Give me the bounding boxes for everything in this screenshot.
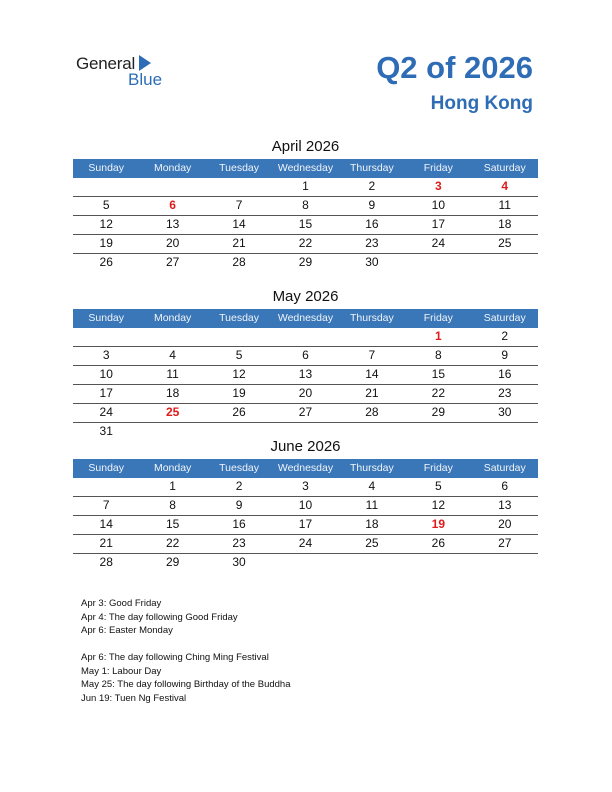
day-cell: 2 (501, 329, 509, 343)
day-cell: 10 (431, 198, 445, 212)
week-row (73, 347, 538, 366)
day-cell: 26 (232, 405, 246, 419)
day-cell: 9 (235, 498, 243, 512)
empty-day-cell (73, 328, 139, 346)
holiday-note: Apr 6: The day following Ching Ming Festival (81, 652, 269, 663)
day-cell: 23 (365, 236, 379, 250)
day-cell: 27 (498, 536, 512, 550)
empty-day-cell (472, 554, 538, 572)
day-cell: 13 (165, 217, 180, 231)
day-cell: 23 (232, 536, 246, 550)
day-cell: 17 (431, 217, 445, 231)
day-cell: 4 (368, 479, 376, 493)
holiday-note: Apr 3: Good Friday (81, 598, 162, 609)
weekday-label: Tuesday (219, 312, 259, 324)
day-cell: 6 (302, 348, 309, 362)
day-cell: 31 (99, 424, 113, 438)
day-cell: 5 (102, 198, 110, 212)
weekday-label: Tuesday (219, 162, 259, 174)
day-cell: 13 (298, 367, 313, 381)
holiday-note: May 25: The day following Birthday of the Buddha (81, 679, 291, 690)
empty-day-cell (272, 554, 338, 572)
empty-day-cell (272, 328, 338, 346)
weekday-label: Thursday (350, 162, 394, 174)
day-cell: 1 (169, 479, 176, 493)
weekday-label: Saturday (483, 162, 526, 174)
day-cell: 9 (368, 198, 376, 212)
day-cell: 2 (235, 479, 243, 493)
day-cell: 4 (501, 179, 509, 193)
day-cell: 21 (99, 536, 113, 550)
day-cell: 19 (431, 517, 445, 531)
day-cell: 1 (302, 179, 309, 193)
empty-day-cell (73, 478, 139, 496)
day-cell: 6 (501, 479, 509, 493)
day-cell: 22 (431, 386, 445, 400)
weekday-label: Wednesday (277, 162, 334, 174)
day-cell: 8 (434, 348, 442, 362)
week-row (73, 497, 538, 516)
page-title: Q2 of 2026 (376, 50, 533, 85)
empty-day-cell (139, 328, 205, 346)
day-cell: 16 (498, 367, 512, 381)
day-cell: 26 (431, 536, 445, 550)
holiday-note: May 1: Labour Day (81, 665, 162, 677)
week-row (73, 178, 538, 197)
day-cell: 9 (501, 348, 509, 362)
day-cell: 4 (169, 348, 176, 362)
day-cell: 26 (99, 255, 113, 269)
empty-day-cell (339, 328, 405, 346)
day-cell: 10 (298, 498, 313, 512)
day-cell: 25 (498, 236, 512, 250)
day-cell: 24 (298, 536, 313, 550)
week-row (73, 516, 538, 535)
day-cell: 29 (165, 555, 180, 569)
day-cell: 30 (365, 255, 379, 269)
weekday-header-row (73, 159, 538, 178)
day-cell: 16 (365, 217, 379, 231)
day-cell: 1 (434, 329, 442, 343)
logo-text-blue: Blue (128, 70, 163, 89)
month-title: April 2026 (271, 138, 340, 155)
day-cell: 7 (368, 348, 376, 362)
day-cell: 15 (298, 217, 313, 231)
weekday-label: Thursday (350, 312, 394, 324)
weekday-header-row (73, 459, 538, 478)
holiday-notes (81, 597, 238, 638)
logo-flag-icon (139, 55, 151, 71)
day-cell: 21 (232, 236, 246, 250)
month-title: June 2026 (270, 438, 341, 455)
weekday-header-row (73, 309, 538, 328)
month-calendar (73, 287, 538, 441)
month-title: May 2026 (272, 288, 339, 305)
month-calendar (73, 437, 538, 572)
holiday-note: Apr 4: The day following Good Friday (81, 611, 238, 623)
week-row (73, 254, 538, 272)
weekday-label: Saturday (483, 312, 526, 324)
day-cell: 30 (232, 555, 246, 569)
day-cell: 24 (99, 405, 113, 419)
day-cell: 3 (434, 179, 442, 193)
empty-day-cell (139, 178, 205, 196)
day-cell: 5 (434, 479, 442, 493)
weekday-label: Monday (153, 162, 192, 174)
logo-text-general: General (76, 54, 136, 73)
holiday-note: Apr 6: Easter Monday (81, 625, 173, 636)
weekday-label: Sunday (88, 162, 125, 174)
day-cell: 3 (102, 348, 110, 362)
weekday-label: Friday (423, 162, 453, 174)
weekday-label: Sunday (88, 312, 125, 324)
day-cell: 28 (99, 555, 113, 569)
holiday-note: Jun 19: Tuen Ng Festival (81, 692, 187, 704)
empty-day-cell (339, 554, 405, 572)
empty-day-cell (405, 254, 471, 272)
day-cell: 22 (298, 236, 313, 250)
empty-day-cell (206, 178, 272, 196)
day-cell: 11 (166, 367, 179, 381)
day-cell: 20 (298, 386, 313, 400)
day-cell: 18 (365, 517, 379, 531)
day-cell: 3 (302, 479, 309, 493)
empty-day-cell (206, 328, 272, 346)
week-row (73, 404, 538, 423)
day-cell: 13 (498, 498, 512, 512)
weekday-label: Wednesday (277, 462, 334, 474)
weekday-label: Saturday (483, 462, 526, 474)
empty-day-cell (405, 554, 471, 572)
week-row (73, 235, 538, 254)
weekday-label: Thursday (350, 462, 394, 474)
week-row (73, 535, 538, 554)
day-cell: 18 (498, 217, 512, 231)
day-cell: 25 (165, 405, 180, 419)
week-row (73, 197, 538, 216)
day-cell: 24 (431, 236, 445, 250)
day-cell: 11 (498, 198, 511, 212)
weekday-label: Monday (153, 312, 192, 324)
day-cell: 14 (365, 367, 379, 381)
day-cell: 29 (298, 255, 313, 269)
day-cell: 6 (169, 198, 176, 212)
day-cell: 30 (498, 405, 512, 419)
week-row (73, 216, 538, 235)
day-cell: 11 (365, 498, 379, 512)
day-cell: 15 (431, 367, 445, 381)
week-row (73, 554, 538, 572)
day-cell: 12 (232, 367, 246, 381)
empty-day-cell (472, 254, 538, 272)
day-cell: 12 (431, 498, 445, 512)
day-cell: 20 (165, 236, 180, 250)
week-row (73, 478, 538, 497)
day-cell: 29 (431, 405, 445, 419)
day-cell: 18 (165, 386, 180, 400)
day-cell: 16 (232, 517, 246, 531)
day-cell: 19 (99, 236, 113, 250)
day-cell: 17 (99, 386, 113, 400)
day-cell: 19 (232, 386, 246, 400)
empty-day-cell (73, 178, 139, 196)
day-cell: 25 (365, 536, 379, 550)
day-cell: 21 (365, 386, 379, 400)
week-row (73, 328, 538, 347)
day-cell: 2 (368, 179, 376, 193)
day-cell: 12 (99, 217, 113, 231)
day-cell: 15 (165, 517, 180, 531)
weekday-label: Tuesday (219, 462, 259, 474)
day-cell: 14 (232, 217, 246, 231)
day-cell: 5 (235, 348, 243, 362)
week-row (73, 366, 538, 385)
weekday-label: Friday (423, 312, 453, 324)
day-cell: 28 (365, 405, 379, 419)
day-cell: 23 (498, 386, 512, 400)
weekday-label: Wednesday (277, 312, 334, 324)
weekday-label: Friday (423, 462, 453, 474)
day-cell: 28 (232, 255, 246, 269)
day-cell: 27 (298, 405, 313, 419)
month-calendar (73, 137, 538, 272)
day-cell: 8 (302, 198, 309, 212)
day-cell: 7 (102, 498, 110, 512)
day-cell: 22 (165, 536, 180, 550)
day-cell: 14 (99, 517, 113, 531)
day-cell: 8 (169, 498, 176, 512)
day-cell: 27 (165, 255, 180, 269)
day-cell: 17 (298, 517, 313, 531)
day-cell: 10 (99, 367, 113, 381)
weekday-label: Sunday (88, 462, 125, 474)
brand-logo (76, 52, 186, 92)
day-cell: 20 (498, 517, 512, 531)
holiday-notes (81, 651, 290, 705)
week-row (73, 385, 538, 404)
day-cell: 7 (235, 198, 243, 212)
page-subtitle: Hong Kong (430, 93, 533, 114)
weekday-label: Monday (153, 462, 192, 474)
